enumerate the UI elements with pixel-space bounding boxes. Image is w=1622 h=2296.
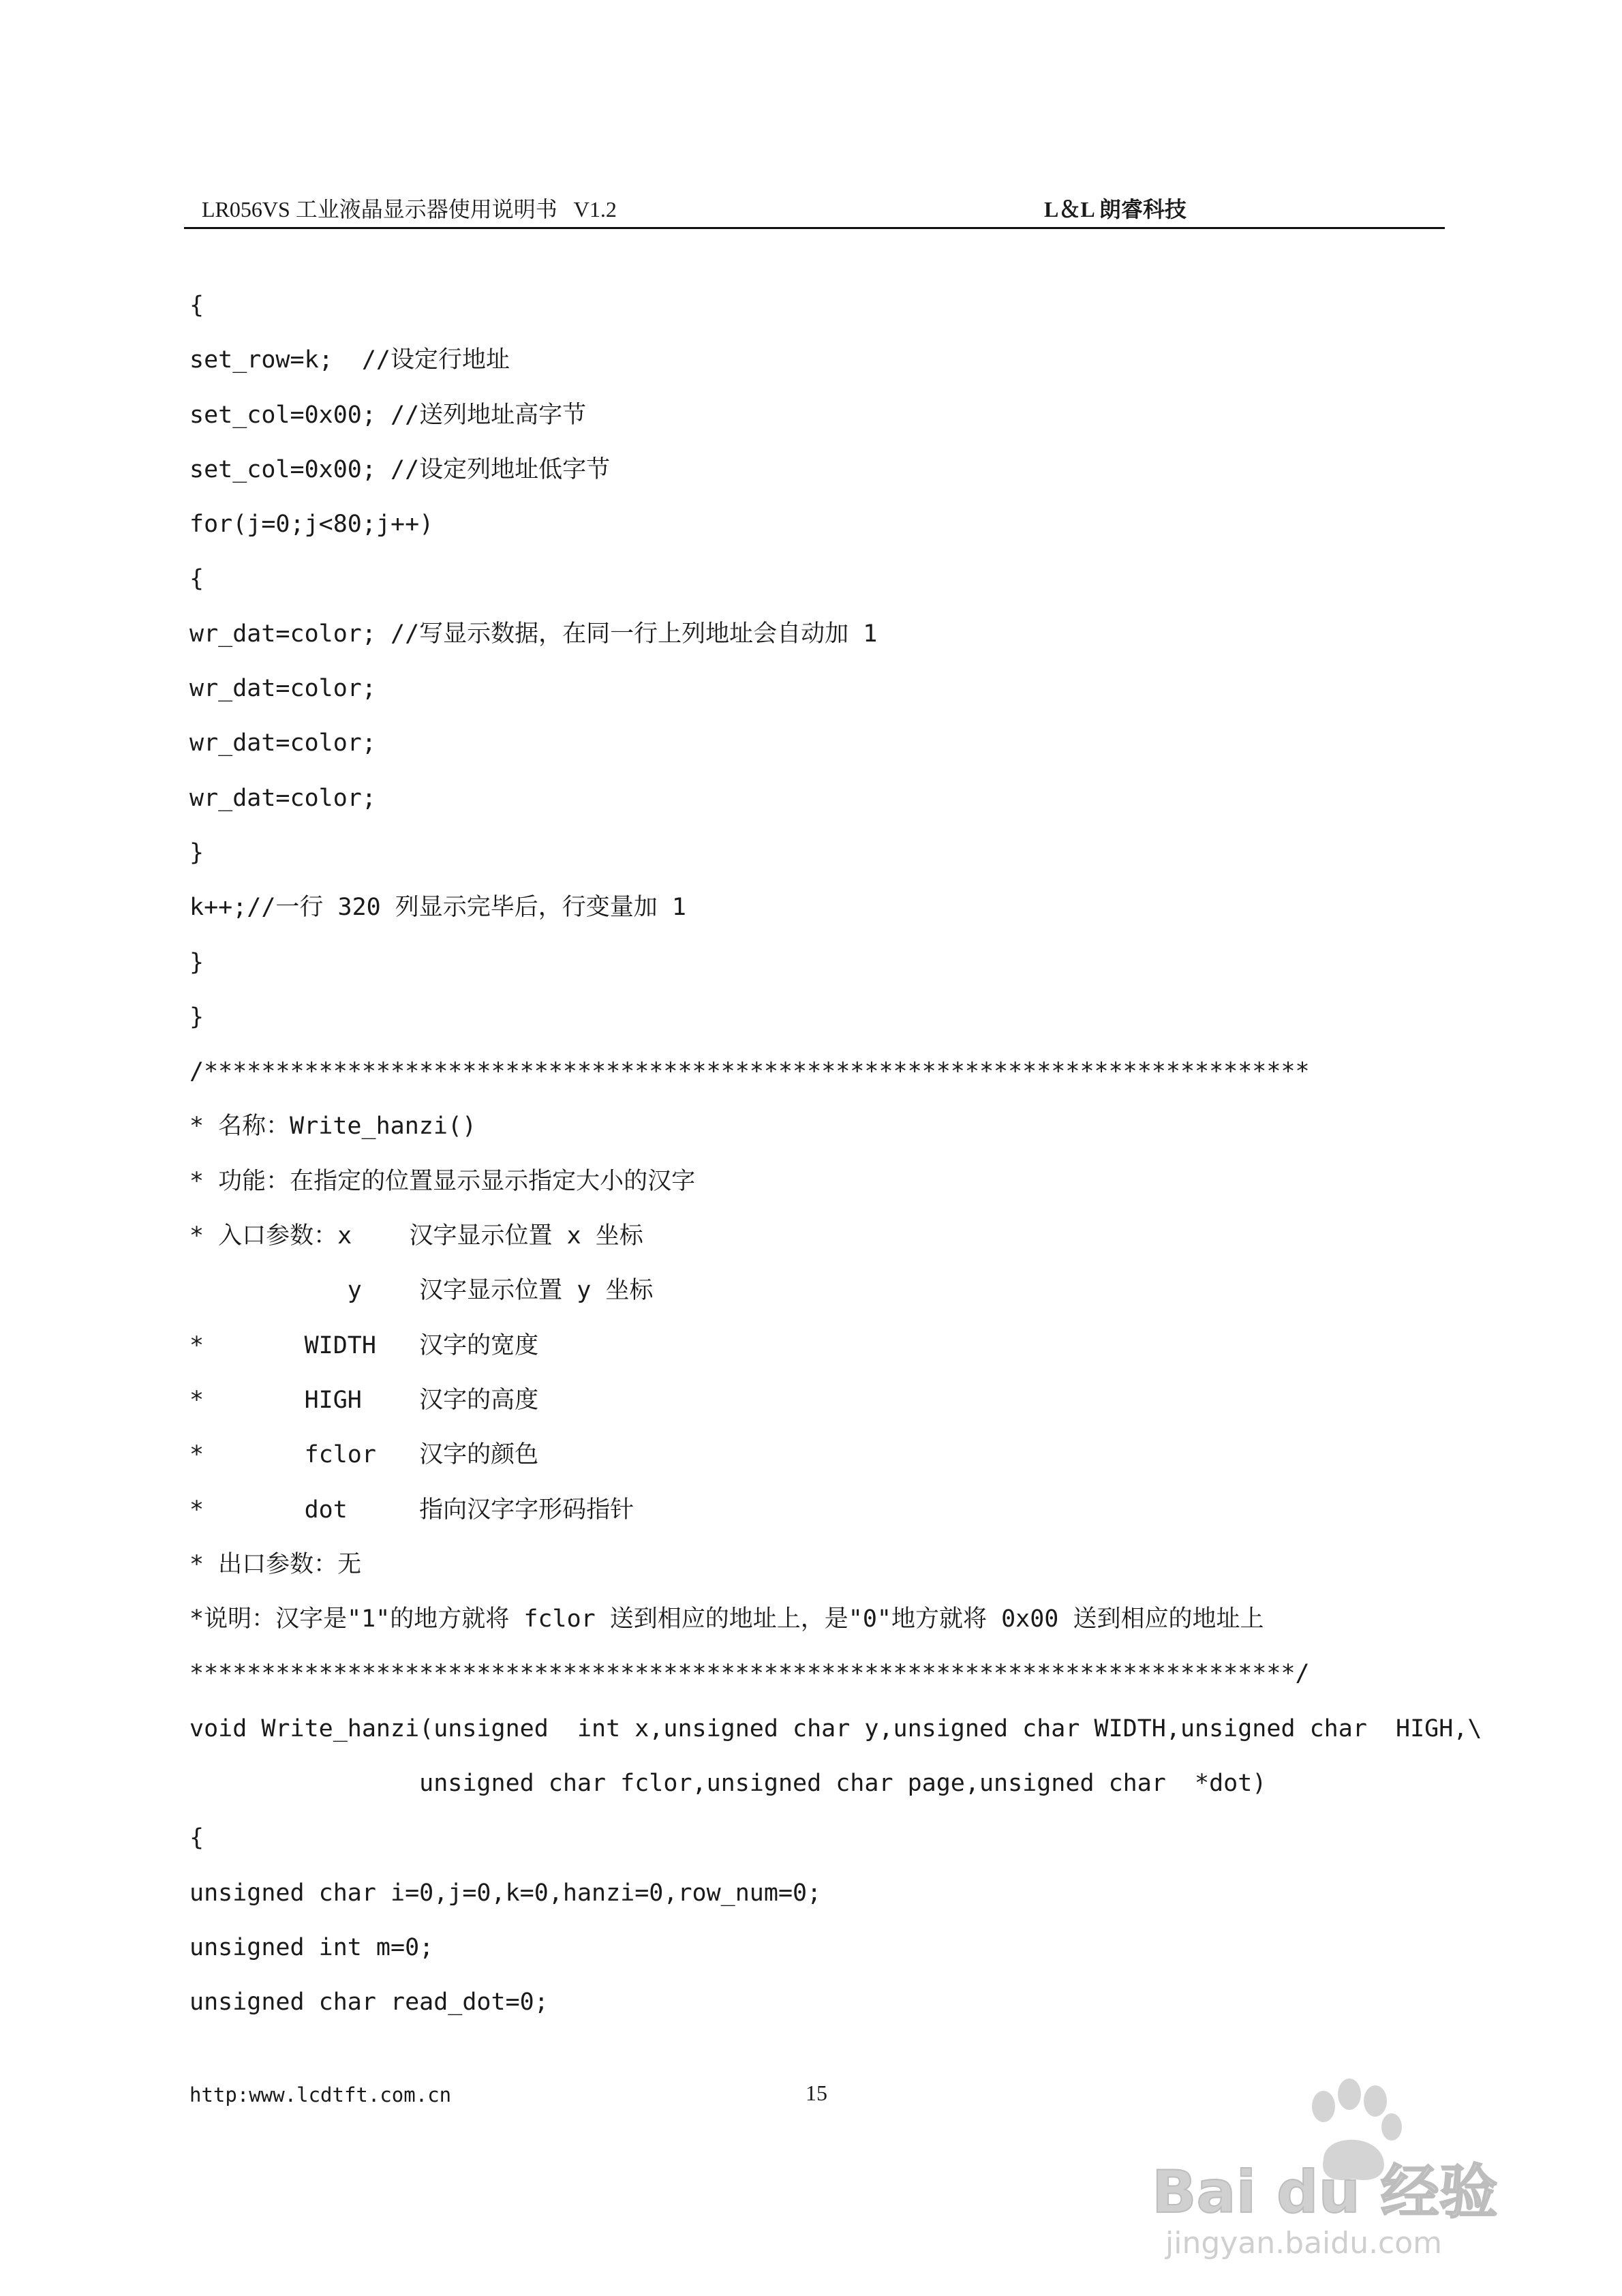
code-line: { [189,1824,204,1852]
comment-line: y 汉字显示位置 y 坐标 [189,1277,654,1305]
function-signature-cont: unsigned char fclor,unsigned char page,unsigned char *dot) [189,1770,1267,1798]
watermark-site: jingyan.baidu.com [1165,2226,1443,2261]
function-signature: void Write_hanzi(unsigned int x,unsigned char y,unsigned char WIDTH,unsigned char HIGH,\ [189,1715,1482,1742]
code-line: wr_dat=color; [189,729,376,757]
baidu-jingyan-watermark [1145,2059,1554,2263]
comment-line: * 入口参数：x 汉字显示位置 x 坐标 [189,1222,643,1250]
comment-line: * 出口参数：无 [189,1550,362,1578]
comment-line: *说明：汉字是"1"的地方就将 fclor 送到相应的地址上，是"0"地方就将 0x00 送到相应的地址上 [189,1605,1264,1633]
code-line: unsigned int m=0; [189,1933,434,1961]
code-line: unsigned char i=0,j=0,k=0,hanzi=0,row_num=0; [189,1879,822,1907]
code-line: set_col=0x00; //设定列地址低字节 [189,455,611,483]
code-line: set_col=0x00; //送列地址高字节 [189,401,587,429]
comment-block-end: *****************************************************************************/ [189,1660,1310,1688]
code-line: k++;//一行 320 列显示完毕后，行变量加 1 [189,894,686,922]
comment-line: * dot 指向汉字字形码指针 [189,1496,634,1524]
code-line: { [189,565,204,593]
comment-line: * 功能：在指定的位置显示显示指定大小的汉字 [189,1167,696,1195]
watermark-brand: Bai du 经验 [1152,2158,1498,2226]
page-number: 15 [806,2081,827,2105]
code-line: } [189,1003,204,1031]
code-line: wr_dat=color; [189,784,376,812]
code-line: } [189,839,204,866]
comment-line: * fclor 汉字的颜色 [189,1441,539,1469]
code-line: { [189,292,204,319]
footer-url: http:www.lcdtft.com.cn [189,2083,452,2106]
header-title: LR056VS 工业液晶显示器使用说明书 V1.2 [202,197,617,222]
code-line: wr_dat=color; //写显示数据，在同一行上列地址会自动加 1 [189,620,878,648]
header-company: L＆L 朗睿科技 [1044,197,1187,222]
code-line: } [189,948,204,976]
code-line: unsigned char read_dot=0; [189,1989,549,2016]
code-listing [189,285,1482,2037]
comment-block-start: /***************************************************************************** [189,1058,1310,1086]
comment-line: * 名称：Write_hanzi() [189,1113,477,1141]
code-line: for(j=0;j<80;j++) [189,511,434,539]
header-divider [184,227,1445,229]
code-line: set_row=k; //设定行地址 [189,346,510,374]
comment-line: * HIGH 汉字的高度 [189,1386,539,1414]
comment-line: * WIDTH 汉字的宽度 [189,1331,539,1359]
code-line: wr_dat=color; [189,675,376,703]
